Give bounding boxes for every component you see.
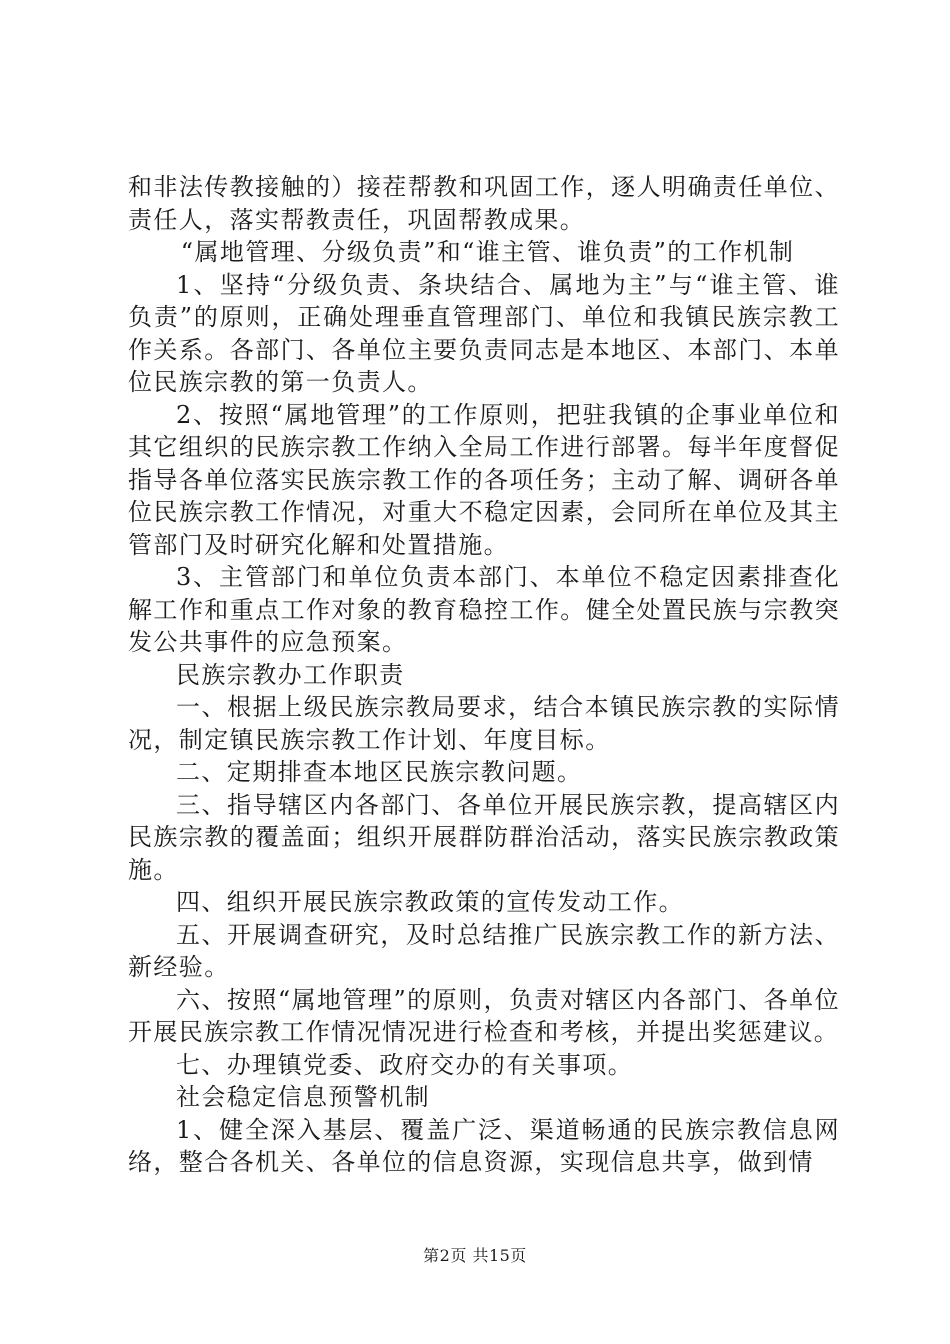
paragraph: 1、坚持“分级负责、条块结合、属地为主”与“谁主管、谁负责”的原则，正确处理垂直管理部门、单位和我镇民族宗教工作关系。各部门、各单位主要负责同志是本地区、本部门、本单位民族宗教的第一负责人。 (128, 270, 840, 396)
document-body (128, 171, 840, 1179)
paragraph: 五、开展调查研究，及时总结推广民族宗教工作的新方法、新经验。 (128, 920, 840, 981)
paragraph: 2、按照“属地管理”的工作原则，把驻我镇的企事业单位和其它组织的民族宗教工作纳入全局工作进行部署。每半年度督促指导各单位落实民族宗教工作的各项任务；主动了解、调研各单位民族宗教工作情况，对重大不稳定因素，会同所在单位及其主管部门及时研究化解和处置措施。 (128, 400, 840, 559)
page-footer (0, 1243, 950, 1266)
paragraph: 3、主管部门和单位负责本部门、本单位不稳定因素排查化解工作和重点工作对象的教育稳控工作。健全处置民族与宗教突发公共事件的应急预案。 (128, 563, 840, 656)
paragraph: 一、根据上级民族宗教局要求，结合本镇民族宗教的实际情况，制定镇民族宗教工作计划、年度目标。 (128, 693, 840, 754)
paragraph: 和非法传教接触的）接茬帮教和巩固工作，逐人明确责任单位、责任人，落实帮教责任，巩固帮教成果。 (128, 173, 840, 234)
section-heading: “属地管理、分级负责”和“谁主管、谁负责”的工作机制 (180, 238, 795, 266)
paragraph: 1、健全深入基层、覆盖广泛、渠道畅通的民族宗教信息网络，整合各机关、各单位的信息资源，实现信息共享，做到情 (128, 1115, 840, 1176)
paragraph: 四、组织开展民族宗教政策的宣传发动工作。 (176, 888, 684, 916)
paragraph: 六、按照“属地管理”的原则，负责对辖区内各部门、各单位开展民族宗教工作情况情况进行检查和考核，并提出奖惩建议。 (128, 985, 840, 1046)
paragraph: 三、指导辖区内各部门、各单位开展民族宗教，提高辖区内民族宗教的覆盖面；组织开展群防群治活动，落实民族宗教政策施。 (128, 790, 840, 884)
paragraph: 二、定期排查本地区民族宗教问题。 (176, 758, 583, 786)
section-heading: 社会稳定信息预警机制 (176, 1083, 430, 1111)
paragraph: 七、办理镇党委、政府交办的有关事项。 (176, 1050, 634, 1079)
page-number: 第2页 共15页 (423, 1246, 527, 1265)
section-heading: 民族宗教办工作职责 (176, 660, 405, 689)
